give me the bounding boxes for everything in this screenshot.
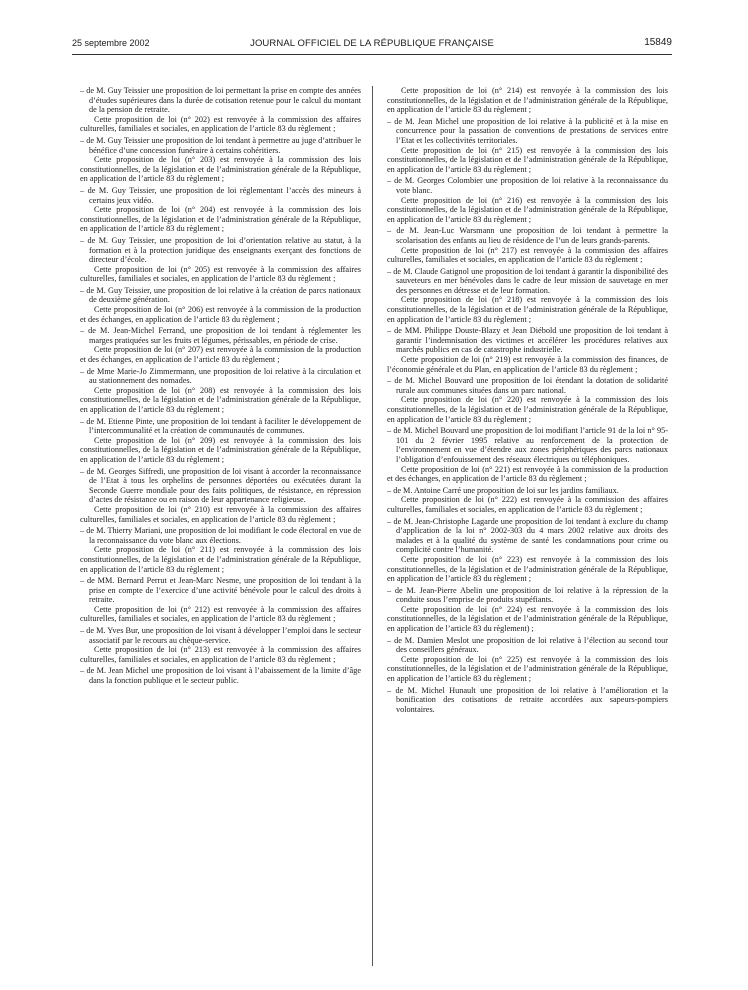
referral-note: Cette proposition de loi (n° 213) est renvoyée à la commission des affaires culturelles, familiales et sociales, en application de l’article 83 du règlement ; bbox=[80, 645, 361, 664]
referral-note: Cette proposition de loi (n° 225) est renvoyée à la commission des lois constitutionnelles, de la législation et de l’administration générale de la République, en application de l’article 83 du règlement ; bbox=[387, 654, 668, 684]
proposal-entry bbox=[80, 326, 361, 364]
proposal-item: – de M. Guy Teissier une proposition de loi permettant la prise en compte des années d’études supérieures dans la durée de cotisation retenue pour le calcul du montant de la pension de retraite. bbox=[80, 86, 361, 115]
referral-note: Cette proposition de loi (n° 210) est renvoyée à la commission des affaires culturelles, familiales et sociales, en application de l’article 83 du règlement ; bbox=[80, 504, 361, 524]
column-divider bbox=[372, 86, 373, 966]
proposal-item: – de M. Jean-Luc Warsmann une proposition de loi tendant à permettre la scolarisation des enfants au lieu de résidence de l’un de leurs grands-parents. bbox=[387, 226, 668, 245]
referral-note: Cette proposition de loi (n° 217) est renvoyée à la commission des affaires culturelles, familiales et sociales, en application de l’article 83 du règlement ; bbox=[387, 245, 668, 265]
proposal-entry bbox=[387, 686, 668, 715]
proposal-entry bbox=[80, 666, 361, 685]
referral-note: Cette proposition de loi (n° 211) est renvoyée à la commission des lois constitutionnelles, de la législation et de l’administration générale de la République, en application de l’article 83 du règlement ; bbox=[80, 545, 361, 574]
proposal-item: – de MM. Philippe Douste-Blazy et Jean Diébold une proposition de loi tendant à garantir l’indemnisation des victimes et accélérer les procédures relatives aux marchés publics en cas de catastrophe industrielle. bbox=[387, 326, 668, 355]
referral-note: Cette proposition de loi (n° 212) est renvoyée à la commission des affaires culturelles, familiales et sociales, en application de l’article 83 du règlement ; bbox=[80, 604, 361, 624]
referral-note: Cette proposition de loi (n° 208) est renvoyée à la commission des lois constitutionnelles, de la législation et de l’administration générale de la République, en application de l’article 83 du règlement ; bbox=[80, 385, 361, 414]
proposal-item: – de M. Jean Michel une proposition de loi relative à la publicité et à la mise en concurrence pour la passation de conventions de prestations de services entre l’Etat et les collectivités territoriales. bbox=[387, 116, 668, 145]
right-column bbox=[387, 86, 668, 966]
referral-note: Cette proposition de loi (n° 215) est renvoyée à la commission des lois constitutionnelles, de la législation et de l’administration générale de la République, en application de l’article 83 du règlement ; bbox=[387, 145, 668, 174]
referral-note: Cette proposition de loi (n° 221) est renvoyée à la commission de la production et des échanges, en application de l’article 83 du règlement ; bbox=[387, 464, 668, 484]
proposal-item: – de M. Etienne Pinte, une proposition de loi tendant à faciliter le développement de l’intercommunalité et la création de communautés de communes. bbox=[80, 416, 361, 436]
proposal-item: – de M. Jean-Pierre Abelin une proposition de loi relative à la répression de la conduite sous l’emprise de produits stupéfiants. bbox=[387, 585, 668, 605]
proposal-entry bbox=[80, 626, 361, 664]
proposal-item: – de M. Yves Bur, une proposition de loi visant à développer l’emploi dans le secteur associatif par le recours au chèque-service. bbox=[80, 626, 361, 645]
referral-note: Cette proposition de loi (n° 218) est renvoyée à la commission des lois constitutionnelles, de la législation et de l’administration générale de la République, en application de l’article 83 du règlement ; bbox=[387, 295, 668, 324]
referral-note: Cette proposition de loi (n° 202) est renvoyée à la commission des affaires culturelles, familiales et sociales, en application de l’article 83 du règlement ; bbox=[80, 114, 361, 134]
proposal-item: – de M. Guy Teissier, une proposition de loi réglementant l’accès des mineurs à certains jeux vidéo. bbox=[80, 185, 361, 205]
proposal-item: – de M. Jean-Michel Ferrand, une proposition de loi tendant à réglementer les marges pratiquées sur les fruits et légumes, périssables, en période de crise. bbox=[80, 326, 361, 345]
proposal-item: – de M. Antoine Carré une proposition de loi sur les jardins familiaux. bbox=[387, 485, 619, 495]
proposal-entry bbox=[80, 186, 361, 234]
proposal-entry bbox=[387, 267, 668, 325]
proposal-entry bbox=[80, 86, 361, 134]
proposal-entry bbox=[387, 376, 668, 424]
proposal-entry bbox=[80, 467, 361, 525]
proposal-item: – de Mme Marie-Jo Zimmermann, une proposition de loi relative à la circulation et au stationnement des nomades. bbox=[80, 366, 361, 386]
proposal-entry bbox=[80, 136, 361, 184]
proposal-item: – de M. Michel Bouvard une proposition de loi étendant la dotation de solidarité rurale aux communes situées dans un parc national. bbox=[387, 376, 668, 395]
proposal-item: – de M. Thierry Mariani, une proposition de loi modifiant le code électoral en vue de la reconnaissance du vote blanc aux élections. bbox=[80, 526, 361, 545]
proposal-item: – de M. Jean Michel une proposition de loi visant à l’abaissement de la limite d’âge dans la fonction publique et le secteur public. bbox=[80, 666, 361, 686]
referral-note: Cette proposition de loi (n° 222) est renvoyée à la commission des affaires culturelles, familiales et sociales, en application de l’article 83 du règlement ; bbox=[387, 495, 668, 514]
proposal-item: – de M. Guy Teissier, une proposition de loi relative à la création de parcs nationaux de deuxième génération. bbox=[80, 285, 361, 305]
proposal-item: – de M. Damien Meslot une proposition de loi relative à l’élection au second tour des conseillers généraux. bbox=[387, 635, 668, 655]
header-page-number: 15849 bbox=[644, 37, 672, 48]
proposal-entry bbox=[80, 367, 361, 415]
referral-note: Cette proposition de loi (n° 206) est renvoyée à la commission de la production et des échanges, en application de l’article 83 du règlement ; bbox=[80, 305, 361, 324]
header-title: JOURNAL OFFICIEL DE LA RÉPUBLIQUE FRANÇAISE bbox=[250, 38, 494, 49]
proposal-entry bbox=[387, 326, 668, 374]
referral-note: Cette proposition de loi (n° 220) est renvoyée à la commission des lois constitutionnelles, de la législation et de l’administration générale de la République, en application de l’article 83 du règlement ; bbox=[387, 395, 668, 424]
proposal-entry bbox=[387, 517, 668, 584]
header-rule bbox=[72, 54, 672, 55]
proposal-item: – de MM. Bernard Perrut et Jean-Marc Nesme, une proposition de loi tendant à la prise en compte de l’exercice d’une activité bénévole pour le calcul des droits à retraite. bbox=[80, 576, 361, 605]
proposal-entry bbox=[80, 236, 361, 284]
proposal-entry bbox=[80, 576, 361, 624]
proposal-entry bbox=[387, 426, 668, 484]
referral-note: Cette proposition de loi (n° 214) est renvoyée à la commission des lois constitutionnelles, de la législation et de l’administration générale de la République, en application de l’article 83 du règlement ; bbox=[387, 86, 668, 115]
proposal-entry bbox=[387, 226, 668, 264]
referral-note: Cette proposition de loi (n° 209) est renvoyée à la commission des lois constitutionnelles, de la législation et de l’administration générale de la République, en application de l’article 83 du règlement ; bbox=[80, 435, 361, 464]
proposal-item: – de M. Jean-Christophe Lagarde une proposition de loi tendant à exclure du champ d’application de la loi n° 2002-303 du 4 mars 2002 relative aux droits des malades et à la qualité du système de santé les condamnations pour crime ou complicité contre l’humanité. bbox=[387, 516, 668, 555]
proposal-entry bbox=[387, 176, 668, 224]
proposal-item: – de M. Guy Teissier une proposition de loi tendant à permettre au juge d’attribuer le bénéfice d’une concession funéraire à certains cohéritiers. bbox=[80, 135, 361, 155]
referral-note: Cette proposition de loi (n° 219) est renvoyée à la commission des finances, de l’économie générale et du Plan, en application de l’article 83 du règlement ; bbox=[387, 355, 668, 374]
referral-note: Cette proposition de loi (n° 223) est renvoyée à la commission des lois constitutionnelles, de la législation et de l’administration générale de la République, en application de l’article 83 du règlement ; bbox=[387, 554, 668, 584]
proposal-entry bbox=[387, 486, 668, 515]
proposal-entry bbox=[80, 526, 361, 574]
referral-note: Cette proposition de loi (n° 203) est renvoyée à la commission des lois constitutionnelles, de la législation et de l’administration générale de la République, en application de l’article 83 du règlement ; bbox=[80, 155, 361, 184]
proposal-item: – de M. Michel Bouvard une proposition de loi modifiant l’article 91 de la loi n° 95-101 du 2 février 1995 relative au renforcement de la protection de l’environnement en vue d’étendre aux zones périphériques des parcs nationaux l’obligation d’enfouissement des réseaux électriques ou téléphoniques. bbox=[387, 426, 668, 464]
proposal-item: – de M. Georges Colombier une proposition de loi relative à la reconnaissance du vote blanc. bbox=[387, 176, 668, 195]
proposal-entry bbox=[387, 86, 668, 115]
page-header bbox=[72, 38, 672, 52]
referral-note: Cette proposition de loi (n° 207) est renvoyée à la commission de la production et des échanges, en application de l’article 83 du règlement ; bbox=[80, 345, 361, 365]
proposal-entry bbox=[80, 417, 361, 465]
proposal-entry bbox=[80, 286, 361, 324]
referral-note: Cette proposition de loi (n° 205) est renvoyée à la commission des affaires culturelles, familiales et sociales, en application de l’article 83 du règlement ; bbox=[80, 264, 361, 284]
referral-note: Cette proposition de loi (n° 216) est renvoyée à la commission des lois constitutionnelles, de la législation et de l’administration générale de la République, en application de l’article 83 du règlement ; bbox=[387, 195, 668, 224]
referral-note: Cette proposition de loi (n° 204) est renvoyée à la commission des lois constitutionnelles, de la législation et de l’administration générale de la République, en application de l’article 83 du règlement ; bbox=[80, 205, 361, 234]
proposal-entry bbox=[387, 586, 668, 634]
header-date: 25 septembre 2002 bbox=[72, 38, 150, 48]
proposal-item: – de M. Claude Gatignol une proposition de loi tendant à garantir la disponibilité des sauveteurs en mer bénévoles dans le cadre de leur mission de sauvetage en mer des personnes en détresse et de leur formation. bbox=[387, 266, 668, 295]
proposal-item: – de M. Michel Hunault une proposition de loi relative à l’amélioration et la bonification des cotisations de retraite accordées aux sapeurs-pompiers volontaires. bbox=[387, 685, 668, 714]
referral-note: Cette proposition de loi (n° 224) est renvoyée à la commission des lois constitutionnelles, de la législation et de l’administration générale de la République, en application de l’article 83 du règlement) ; bbox=[387, 604, 668, 634]
proposal-item: – de M. Georges Siffredi, une proposition de loi visant à accorder la reconnaissance de l’Etat à tous les orphelins de personnes déportées ou exécutées durant la Seconde Guerre mondiale pour des faits politiques, de résistance, en répression d’actes de résistance ou en raison de leur appartenance religieuse. bbox=[80, 466, 361, 505]
proposal-entry bbox=[387, 636, 668, 684]
proposal-item: – de M. Guy Teissier, une proposition de loi d’orientation relative au statut, à la formation et à la protection juridique des enseignants exerçant des fonctions de directeur d’école. bbox=[80, 235, 361, 265]
proposal-entry bbox=[387, 117, 668, 175]
left-column bbox=[80, 86, 361, 966]
